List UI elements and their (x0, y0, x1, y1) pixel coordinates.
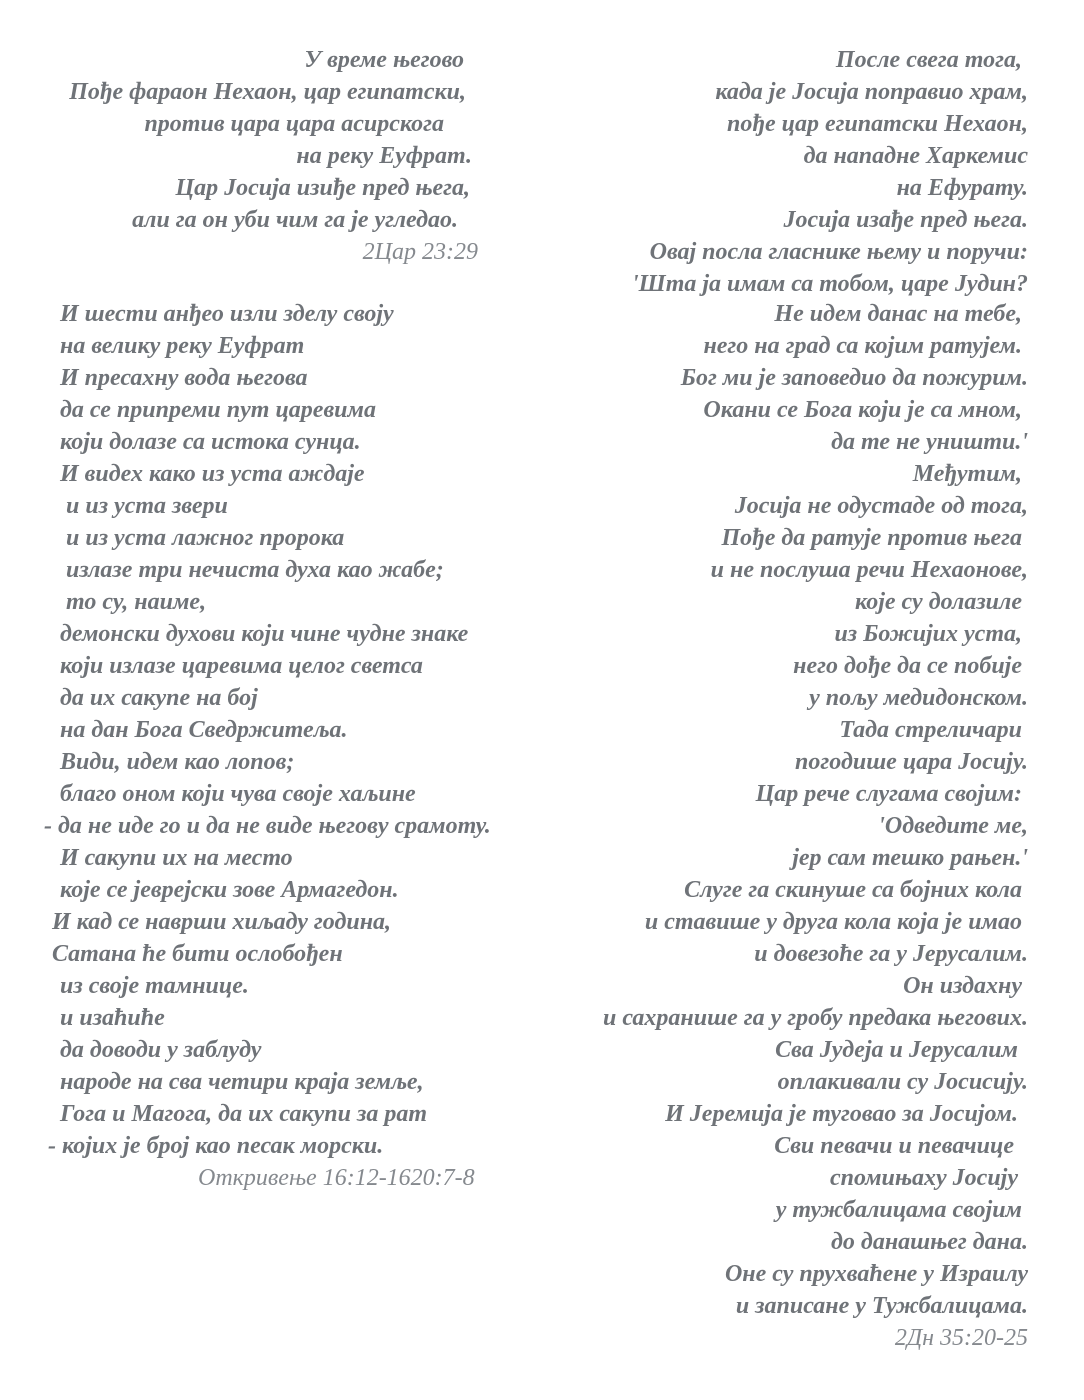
passage-line: Слуге га скинуше са бојних кола (684, 877, 1022, 903)
passage-line: то су, наиме, (66, 589, 207, 615)
scripture-reference: 2Цар 23:29 (362, 239, 478, 265)
passage-line: Овај посла гласнике њему и поручи: (649, 239, 1028, 265)
scripture-reference: Откривење 16:12-1620:7-8 (198, 1165, 475, 1191)
passage-line: и записане у Тужбалицама. (735, 1293, 1028, 1319)
passage-line: на дан Бога Сведржитеља. (60, 717, 348, 743)
passage-line: 'Одведите ме, (878, 813, 1028, 839)
passage-line: 'Шта ја имам са тобом, царе Јудин? (632, 271, 1028, 297)
passage-line: у пољу медидонском. (809, 685, 1028, 711)
passage-line: и изаћиће (60, 1005, 165, 1031)
passage-line: да доводи у заблуду (60, 1037, 262, 1063)
passage-line: и из уста звери (66, 493, 228, 519)
passage-line: излазе три нечиста духа као жабе; (66, 557, 444, 583)
scripture-reference: 2Дн 35:20-25 (894, 1325, 1028, 1351)
passage-line: Не идем данас на тебе, (774, 301, 1022, 327)
passage-line: из Божијих уста, (834, 621, 1022, 647)
passage-line: на велику реку Еуфрат (60, 333, 305, 359)
passage-line: пође цар египатски Нехаон, (727, 111, 1028, 137)
passage-line: него дође да се побије (793, 653, 1022, 679)
passage-line: И видех како из уста аждаје (60, 461, 365, 487)
passage-line: до данашњег дана. (831, 1229, 1028, 1255)
passage-line: да те не уништи.' (831, 429, 1028, 455)
passage-line: који долазе са истока сунца. (60, 429, 361, 455)
passage-line: Оне су прухваћене у Израилу (724, 1261, 1028, 1287)
passage-line: демонски духови који чине чудне знаке (60, 621, 469, 647)
passage-line: да се припреми пут царевима (60, 397, 376, 423)
passage-line: када је Јосија поправио храм, (715, 79, 1028, 105)
passage-line: и ставише у друга кола која је имао (644, 909, 1022, 935)
passage-line: и довезоће га у Јерусалим. (754, 941, 1028, 967)
passage-line: које су долазиле (854, 589, 1022, 615)
passage-line: Цар рече слугама својим: (755, 781, 1022, 807)
passage-line: у тужбалицама својим (775, 1197, 1022, 1223)
passage-line: Тада стреличари (839, 717, 1022, 743)
passage-line: из своје тамнице. (60, 973, 249, 999)
passage-line: Пође фараон Нехаон, цар египатски, (69, 79, 466, 105)
passage-line: јер сам тешко рањен.' (792, 845, 1028, 871)
passage-line: али га он уби чим га је угледао. (132, 207, 458, 233)
passage-line: који излазе царевима целог светса (60, 653, 423, 679)
passage-line: и не послуша речи Нехаонове, (710, 557, 1028, 583)
passage-line: против цара цара асирскога (144, 111, 444, 137)
passage-line: и сахранише га у гробу предака његових. (603, 1005, 1028, 1031)
passage-line: И пресахну вода његова (60, 365, 308, 391)
passage-line: оплакивали су Јосисију. (777, 1069, 1028, 1095)
passage-line: спомињаху Јосију (830, 1165, 1018, 1191)
passage-line: Јосија изађе пред њега. (783, 207, 1028, 233)
passage-line: да нападне Харкемис (803, 143, 1028, 169)
passage-line: Бог ми је заповедио да пожурим. (680, 365, 1028, 391)
passage-line: Он издахну (903, 973, 1022, 999)
passage-line: благо оном који чува своје хаљине (60, 781, 416, 807)
passage-line: на Ефурату. (896, 175, 1028, 201)
passage-line: погодише цара Јосију. (795, 749, 1028, 775)
passage-line: Гога и Магога, да их сакупи за рат (60, 1101, 428, 1127)
passage-line: - којих је број као песак морски. (48, 1133, 384, 1159)
passage-line: народе на сва четири краја земље, (60, 1069, 424, 1095)
passage-line: Окани се Бога који је са мном, (703, 397, 1022, 423)
passage-line: на реку Еуфрат. (296, 143, 472, 169)
passage-line: и из уста лажног пророка (66, 525, 345, 551)
passage-line: После свега тога, (835, 47, 1022, 73)
passage-line: које се јеврејски зове Армагедон. (60, 877, 399, 903)
passage-line: И сакупи их на место (60, 845, 293, 871)
passage-line: Цар Јосија изиђе пред њега, (175, 175, 470, 201)
passage-line: И кад се наврши хиљаду година, (52, 909, 392, 935)
passage-line: Међутим, (912, 461, 1022, 487)
passage-line: да их сакупе на бој (60, 685, 258, 711)
passage-line: Сва Јудеја и Јерусалим (775, 1037, 1018, 1063)
passage-line: - да не иде го и да не виде његову срамоту. (44, 813, 491, 839)
passage-line: Сатана ће бити ослобођен (52, 941, 343, 967)
passage-line: Пође да ратује против њега (721, 525, 1022, 551)
passage-line: него на град са којим ратујем. (703, 333, 1022, 359)
passage-line: Сви певачи и певачице (774, 1133, 1014, 1159)
passage-line: И Јеремија је туговао за Јосијом. (665, 1101, 1018, 1127)
passage-line: У време његово (304, 47, 464, 73)
passage-line: И шести анђео изли зделу своју (60, 301, 394, 327)
passage-line: Види, идем као лопов; (60, 749, 295, 775)
passage-line: Јосија не одустаде од тога, (734, 493, 1028, 519)
